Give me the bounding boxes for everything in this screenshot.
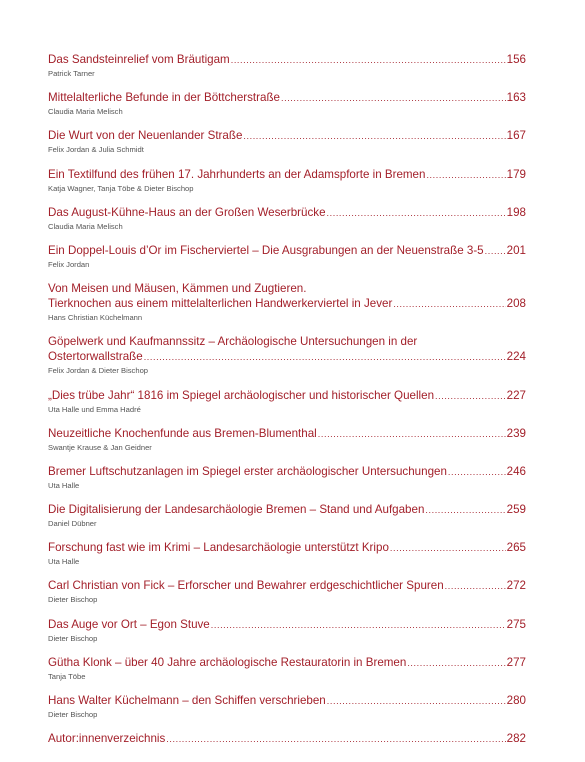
toc-line <box>48 167 526 183</box>
entry-title: „Dies trübe Jahr“ 1816 im Spiegel archäologischer und historischer Quellen <box>48 388 435 402</box>
toc-line <box>48 731 526 747</box>
entry-title: Forschung fast wie im Krimi – Landesarchäologie unterstützt Kripo <box>48 541 389 555</box>
entry-author: Felix Jordan & Julia Schmidt <box>48 145 144 155</box>
dot-leader <box>327 694 506 709</box>
page-number: 277 <box>506 655 526 669</box>
entry-title: Autor:innenverzeichnis <box>48 732 166 746</box>
toc-entry[interactable] <box>48 128 526 155</box>
table-of-contents <box>48 52 526 747</box>
toc-line <box>48 205 526 221</box>
entry-title: Tierknochen aus einem mittelalterlichen Handwerkerviertel in Jever <box>48 297 393 311</box>
entry-title: Ein Textilfund des frühen 17. Jahrhunderts an der Adamspforte in Bremen <box>48 167 426 181</box>
toc-entry[interactable] <box>48 334 526 376</box>
toc-line <box>48 464 526 480</box>
page-number: 167 <box>506 129 526 143</box>
entry-title-line-1: Von Meisen und Mäusen, Kämmen und Zugtieren. <box>48 282 307 296</box>
toc-line <box>48 655 526 671</box>
toc-entry[interactable] <box>48 205 526 232</box>
toc-entry[interactable] <box>48 52 526 79</box>
dot-leader <box>426 168 505 183</box>
toc-entry[interactable] <box>48 388 526 415</box>
toc-entry[interactable] <box>48 243 526 270</box>
dot-leader <box>390 541 506 556</box>
toc-entry[interactable] <box>48 464 526 491</box>
entry-title-line-1: Göpelwerk und Kaufmannssitz – Archäologische Untersuchungen in der <box>48 335 418 349</box>
entry-author: Daniel Dübner <box>48 519 97 529</box>
toc-line <box>48 52 526 68</box>
toc-entry[interactable] <box>48 426 526 453</box>
entry-author: Uta Halle <box>48 557 80 567</box>
toc-line <box>48 243 526 259</box>
toc-entry[interactable] <box>48 540 526 567</box>
dot-leader <box>393 297 505 312</box>
entry-title: Gütha Klonk – über 40 Jahre archäologische Restauratorin in Bremen <box>48 655 407 669</box>
page-number: 227 <box>506 388 526 402</box>
page-number: 201 <box>506 243 526 257</box>
toc-line <box>48 578 526 594</box>
entry-author: Claudia Maria Melisch <box>48 221 123 231</box>
toc-line <box>48 296 526 312</box>
entry-title: Die Digitalisierung der Landesarchäologie Bremen – Stand und Aufgaben <box>48 503 425 517</box>
page-number: 163 <box>506 91 526 105</box>
entry-title: Bremer Luftschutzanlagen im Spiegel erster archäologischer Untersuchungen <box>48 464 447 478</box>
toc-entry[interactable] <box>48 731 526 747</box>
page-number: 272 <box>506 579 526 593</box>
page-number: 208 <box>506 297 526 311</box>
toc-entry[interactable] <box>48 90 526 117</box>
entry-author: Uta Halle <box>48 480 80 490</box>
page-number: 246 <box>506 464 526 478</box>
dot-leader <box>327 206 506 221</box>
dot-leader <box>166 732 505 747</box>
page-number: 156 <box>506 53 526 66</box>
toc-line <box>48 426 526 442</box>
entry-title: Mittelalterliche Befunde in der Böttcherstraße <box>48 91 280 105</box>
page-number: 282 <box>506 732 526 746</box>
page-number: 275 <box>506 617 526 631</box>
toc-line <box>48 502 526 518</box>
toc-entry[interactable] <box>48 578 526 605</box>
dot-leader <box>231 53 506 68</box>
toc-entry[interactable] <box>48 502 526 529</box>
entry-title: Das August-Kühne-Haus an der Großen Weserbrücke <box>48 205 326 219</box>
toc-line <box>48 90 526 106</box>
entry-author: Hans Christian Küchelmann <box>48 313 143 323</box>
page-number: 198 <box>506 205 526 219</box>
dot-leader <box>243 129 505 144</box>
toc-entry[interactable] <box>48 655 526 682</box>
entry-author: Felix Jordan <box>48 259 90 269</box>
entry-author: Claudia Maria Melisch <box>48 107 123 117</box>
toc-line <box>48 540 526 556</box>
page-number: 265 <box>506 541 526 555</box>
dot-leader <box>318 427 506 442</box>
entry-title: Das Sandsteinrelief vom Bräutigam <box>48 53 230 66</box>
dot-leader <box>448 465 506 480</box>
entry-title: Ostertorwallstraße <box>48 350 143 364</box>
entry-title: Carl Christian von Fick – Erforscher und Bewahrer erdgeschichtlicher Spuren <box>48 579 444 593</box>
dot-leader <box>144 350 506 365</box>
dot-leader <box>425 503 505 518</box>
dot-leader <box>435 389 506 404</box>
entry-author: Tanja Töbe <box>48 671 86 681</box>
dot-leader <box>485 244 506 259</box>
toc-line <box>48 388 526 404</box>
entry-title: Das Auge vor Ort – Egon Stuve <box>48 617 210 631</box>
entry-title: Neuzeitliche Knochenfunde aus Bremen-Blumenthal <box>48 426 317 440</box>
toc-line <box>48 693 526 709</box>
entry-author: Dieter Bischop <box>48 710 98 719</box>
page-number: 259 <box>506 503 526 517</box>
dot-leader <box>211 618 506 633</box>
toc-line <box>48 349 526 365</box>
toc-entry[interactable] <box>48 693 526 720</box>
dot-leader <box>407 656 505 671</box>
entry-author: Katja Wagner, Tanja Töbe & Dieter Bischop <box>48 183 194 193</box>
page-number: 280 <box>506 694 526 707</box>
toc-entry[interactable] <box>48 167 526 194</box>
entry-title: Ein Doppel-Louis d’Or im Fischerviertel – Die Ausgrabungen an der Neuenstraße 3-5 <box>48 243 484 257</box>
toc-line <box>48 128 526 144</box>
entry-author: Dieter Bischop <box>48 595 98 605</box>
toc-entry[interactable] <box>48 281 526 323</box>
entry-author: Swantje Krause & Jan Geidner <box>48 442 152 452</box>
dot-leader <box>281 91 506 106</box>
entry-title: Die Wurt von der Neuenlander Straße <box>48 129 243 143</box>
toc-line <box>48 617 526 633</box>
entry-author: Patrick Tarner <box>48 69 95 78</box>
page-number: 239 <box>506 426 526 440</box>
toc-entry[interactable] <box>48 617 526 644</box>
entry-author: Dieter Bischop <box>48 633 98 643</box>
entry-author: Uta Halle und Emma Hadré <box>48 404 141 414</box>
entry-author: Felix Jordan & Dieter Bischop <box>48 366 149 376</box>
entry-title: Hans Walter Küchelmann – den Schiffen verschrieben <box>48 694 326 707</box>
dot-leader <box>445 579 506 594</box>
page-number: 224 <box>506 350 526 364</box>
page-number: 179 <box>506 167 526 181</box>
